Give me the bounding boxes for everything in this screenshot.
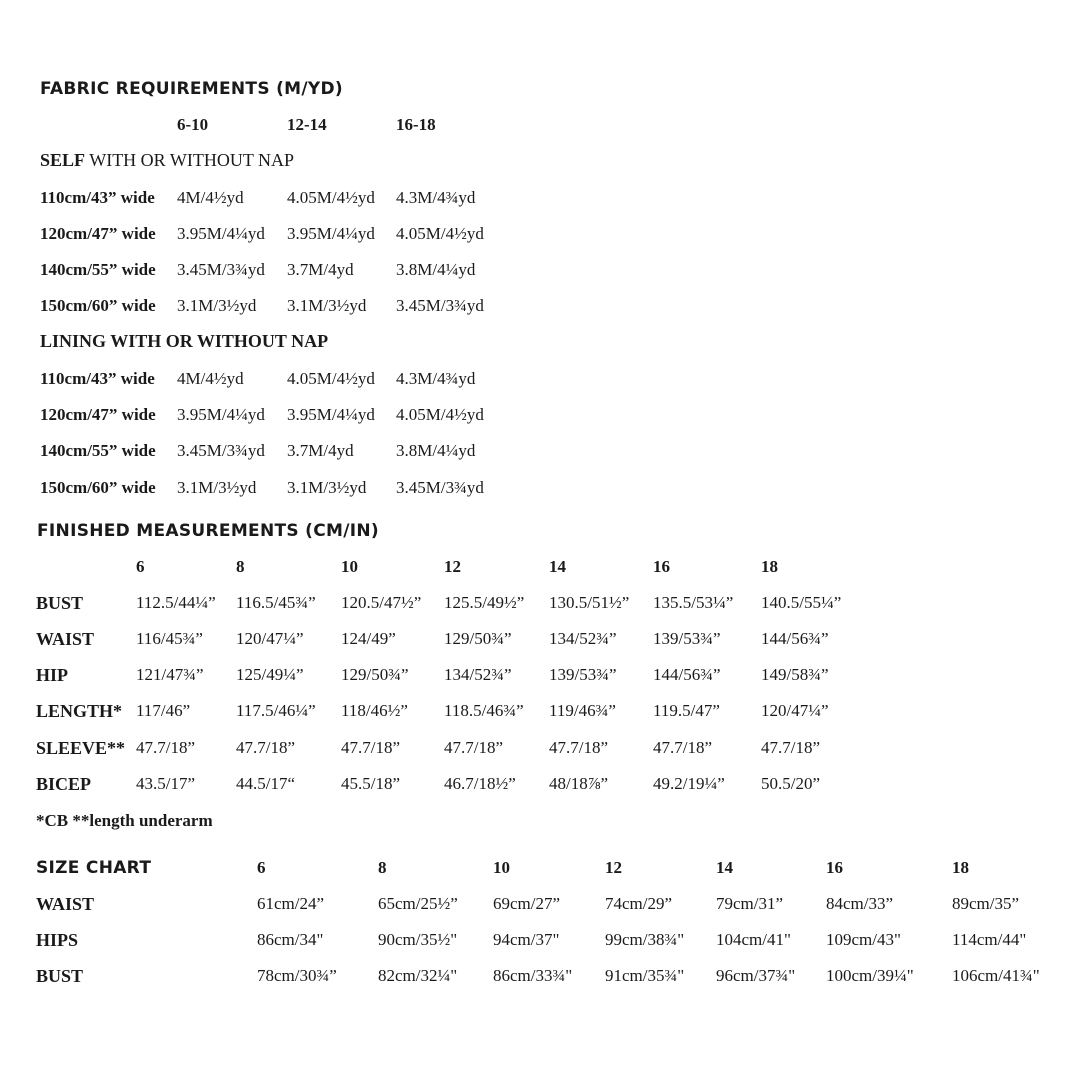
size-chart-cell: 100cm/39¼" — [826, 966, 914, 985]
finished-measurements-title: FINISHED MEASUREMENTS (CM/IN) — [37, 521, 379, 541]
measurement-cell: 117/46” — [136, 701, 191, 720]
measurement-cell: 116.5/45¾” — [236, 593, 316, 612]
fabric-width-label: 140cm/55” wide — [40, 260, 156, 279]
measurement-cell: 129/50¾” — [444, 629, 512, 648]
size-chart-size-header: 18 — [952, 858, 969, 877]
size-chart-cell: 69cm/27” — [493, 894, 561, 913]
fabric-cell: 3.95M/4¼yd — [287, 224, 375, 243]
measurement-cell: 135.5/53¼” — [653, 593, 734, 612]
finished-size-header: 16 — [653, 557, 670, 576]
measurement-cell: 149/58¾” — [761, 665, 829, 684]
size-chart-cell: 90cm/35½" — [378, 930, 458, 949]
size-chart-cell: 79cm/31” — [716, 894, 784, 913]
measurement-label: BUST — [36, 593, 84, 613]
fabric-cell: 3.95M/4¼yd — [177, 405, 265, 424]
fabric-cell: 4.05M/4½yd — [287, 188, 375, 207]
fabric-cell: 4M/4½yd — [177, 188, 244, 207]
fabric-width-label: 150cm/60” wide — [40, 478, 156, 497]
measurement-cell: 124/49” — [341, 629, 396, 648]
size-chart-cell: 65cm/25½” — [378, 894, 458, 913]
finished-size-header: 10 — [341, 557, 358, 576]
measurement-cell: 144/56¾” — [653, 665, 721, 684]
measurement-cell: 139/53¾” — [549, 665, 617, 684]
measurement-cell: 47.7/18” — [653, 738, 713, 757]
size-chart-size-header: 16 — [826, 858, 843, 877]
measurement-cell: 121/47¾” — [136, 665, 204, 684]
measurement-cell: 47.7/18” — [444, 738, 504, 757]
measurement-cell: 112.5/44¼” — [136, 593, 216, 612]
measurement-cell: 47.7/18” — [761, 738, 821, 757]
fabric-cell: 3.45M/3¾yd — [177, 441, 265, 460]
measurement-cell: 120/47¼” — [236, 629, 304, 648]
fabric-cell: 3.8M/4¼yd — [396, 441, 476, 460]
size-chart-cell: 78cm/30¾” — [257, 966, 337, 985]
fabric-cell: 3.1M/3½yd — [287, 296, 367, 315]
finished-size-header: 14 — [549, 557, 566, 576]
size-chart-size-header: 14 — [716, 858, 733, 877]
measurement-cell: 144/56¾” — [761, 629, 829, 648]
fabric-requirements-title: FABRIC REQUIREMENTS (M/YD) — [40, 79, 343, 99]
size-chart-cell: 89cm/35” — [952, 894, 1020, 913]
measurement-cell: 47.7/18” — [136, 738, 196, 757]
measurement-cell: 139/53¾” — [653, 629, 721, 648]
size-chart-cell: 96cm/37¾" — [716, 966, 796, 985]
size-chart-cell: 86cm/33¾" — [493, 966, 573, 985]
size-chart-size-header: 12 — [605, 858, 622, 877]
fabric-cell: 3.7M/4yd — [287, 441, 354, 460]
fabric-cell: 4.05M/4½yd — [396, 224, 484, 243]
measurement-cell: 43.5/17” — [136, 774, 196, 793]
size-chart-label: WAIST — [36, 894, 95, 914]
measurement-cell: 49.2/19¼” — [653, 774, 725, 793]
measurement-label: BICEP — [36, 774, 92, 794]
measurement-cell: 44.5/17“ — [236, 774, 296, 793]
size-chart-cell: 91cm/35¾" — [605, 966, 685, 985]
size-chart-cell: 104cm/41" — [716, 930, 791, 949]
fabric-cell: 4.05M/4½yd — [287, 369, 375, 388]
size-chart-label: BUST — [36, 966, 84, 986]
fabric-cell: 3.45M/3¾yd — [396, 478, 484, 497]
finished-size-header: 18 — [761, 557, 778, 576]
lining-section-heading: LINING WITH OR WITHOUT NAP — [40, 331, 329, 351]
fabric-cell: 3.8M/4¼yd — [396, 260, 476, 279]
fabric-width-label: 150cm/60” wide — [40, 296, 156, 315]
measurement-cell: 46.7/18½” — [444, 774, 516, 793]
measurement-cell: 47.7/18” — [236, 738, 296, 757]
measurement-cell: 134/52¾” — [444, 665, 512, 684]
size-chart-cell: 109cm/43" — [826, 930, 901, 949]
fabric-width-label: 120cm/47” wide — [40, 405, 156, 424]
size-chart-size-header: 10 — [493, 858, 510, 877]
measurement-cell: 119/46¾” — [549, 701, 616, 720]
fabric-cell: 3.1M/3½yd — [177, 296, 257, 315]
size-chart-cell: 61cm/24” — [257, 894, 325, 913]
fabric-cell: 4.05M/4½yd — [396, 405, 484, 424]
size-chart-cell: 74cm/29” — [605, 894, 673, 913]
fabric-cell: 3.1M/3½yd — [287, 478, 367, 497]
size-chart-label: HIPS — [36, 930, 79, 950]
fabric-size-header: 12-14 — [287, 115, 327, 134]
fabric-cell: 4M/4½yd — [177, 369, 244, 388]
measurement-cell: 120/47¼” — [761, 701, 829, 720]
measurement-cell: 50.5/20” — [761, 774, 821, 793]
fabric-cell: 3.1M/3½yd — [177, 478, 257, 497]
self-section-strong: SELF — [40, 150, 86, 170]
fabric-size-header: 16-18 — [396, 115, 436, 134]
measurement-cell: 120.5/47½” — [341, 593, 422, 612]
fabric-cell: 4.3M/4¾yd — [396, 369, 476, 388]
size-chart-size-header: 8 — [378, 858, 387, 877]
fabric-cell: 3.95M/4¼yd — [177, 224, 265, 243]
fabric-width-label: 110cm/43” wide — [40, 188, 155, 207]
measurement-cell: 118/46½” — [341, 701, 408, 720]
size-chart-cell: 82cm/32¼" — [378, 966, 458, 985]
measurement-cell: 125/49¼” — [236, 665, 304, 684]
measurement-cell: 119.5/47” — [653, 701, 720, 720]
size-chart-cell: 106cm/41¾" — [952, 966, 1040, 985]
finished-size-header: 8 — [236, 557, 245, 576]
measurement-cell: 48/18⅞” — [549, 774, 609, 793]
measurement-cell: 47.7/18” — [341, 738, 401, 757]
measurement-cell: 118.5/46¾” — [444, 701, 524, 720]
measurement-cell: 140.5/55¼” — [761, 593, 842, 612]
size-chart-cell: 114cm/44" — [952, 930, 1027, 949]
size-chart-cell: 84cm/33” — [826, 894, 894, 913]
fabric-cell: 3.45M/3¾yd — [396, 296, 484, 315]
measurement-cell: 117.5/46¼” — [236, 701, 316, 720]
measurement-cell: 116/45¾” — [136, 629, 203, 648]
fabric-width-label: 140cm/55” wide — [40, 441, 156, 460]
finished-size-header: 6 — [136, 557, 145, 576]
measurement-cell: 134/52¾” — [549, 629, 617, 648]
self-section-rest: WITH OR WITHOUT NAP — [85, 150, 295, 170]
size-chart-cell: 99cm/38¾" — [605, 930, 685, 949]
fabric-cell: 3.95M/4¼yd — [287, 405, 375, 424]
measurement-cell: 129/50¾” — [341, 665, 409, 684]
measurements-footnote: *CB **length underarm — [36, 811, 213, 830]
measurement-label: LENGTH* — [36, 701, 123, 721]
measurement-label: HIP — [36, 665, 69, 685]
size-chart-cell: 94cm/37" — [493, 930, 560, 949]
fabric-cell: 4.3M/4¾yd — [396, 188, 476, 207]
size-chart-title: SIZE CHART — [36, 858, 152, 878]
measurement-cell: 130.5/51½” — [549, 593, 630, 612]
fabric-cell: 3.45M/3¾yd — [177, 260, 265, 279]
size-chart-size-header: 6 — [257, 858, 266, 877]
fabric-width-label: 110cm/43” wide — [40, 369, 155, 388]
measurement-cell: 47.7/18” — [549, 738, 609, 757]
fabric-size-header: 6-10 — [177, 115, 209, 134]
self-section-heading — [40, 151, 294, 169]
measurement-cell: 125.5/49½” — [444, 593, 525, 612]
measurement-label: SLEEVE** — [36, 738, 126, 758]
fabric-width-label: 120cm/47” wide — [40, 224, 156, 243]
fabric-cell: 3.7M/4yd — [287, 260, 354, 279]
measurement-label: WAIST — [36, 629, 95, 649]
size-chart-cell: 86cm/34" — [257, 930, 324, 949]
finished-size-header: 12 — [444, 557, 461, 576]
measurement-cell: 45.5/18” — [341, 774, 401, 793]
